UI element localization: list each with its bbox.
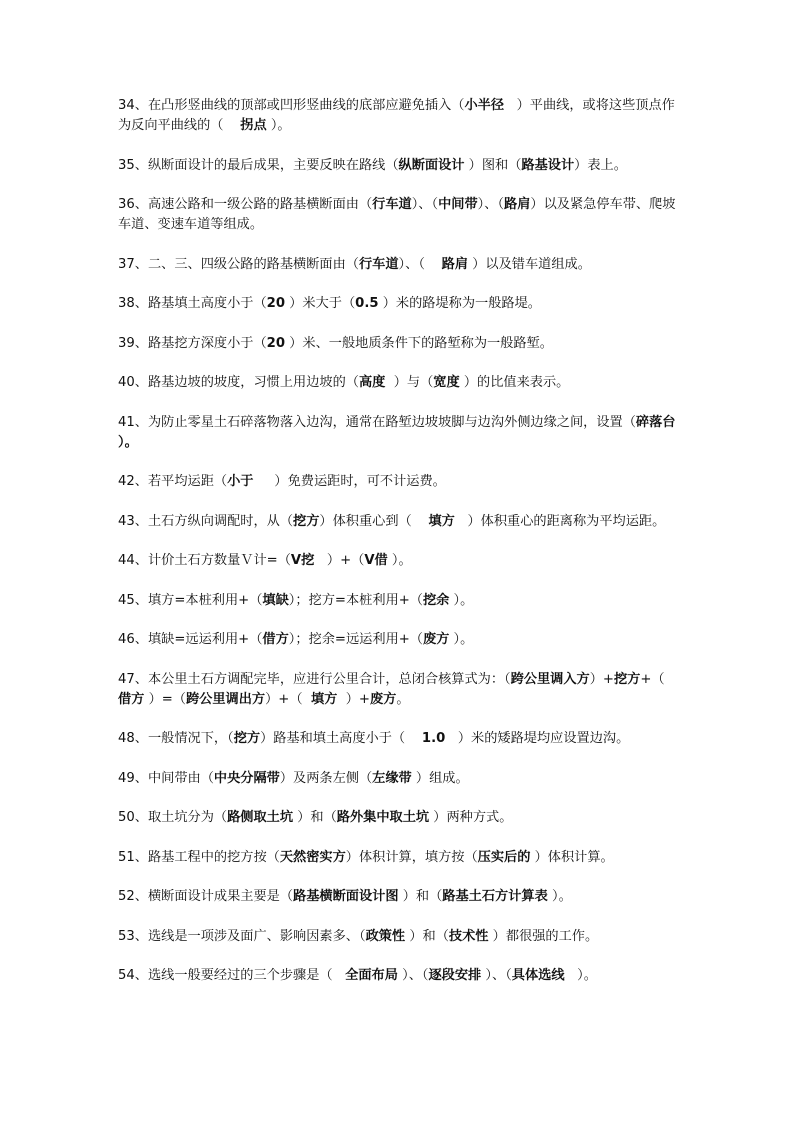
- question-item-45: [118, 591, 680, 611]
- question-number: 54: [118, 968, 135, 983]
- question-number: 47: [118, 671, 135, 687]
- answer-text: 废方: [422, 632, 450, 647]
- question-text: ）和（: [293, 810, 337, 825]
- question-number: 51: [118, 849, 135, 865]
- question-text: 、计价土石方数量Ｖ计=（: [134, 553, 291, 568]
- question-text: ）都很强的工作。: [488, 928, 599, 944]
- answer-text: 20: [266, 335, 286, 351]
- question-text: 、路基填土高度小于（: [134, 296, 267, 311]
- answer-text: 废方: [369, 691, 397, 707]
- answer-text: 小于: [227, 474, 254, 489]
- question-item-44: [118, 551, 680, 571]
- answer-text: 中间带: [438, 197, 478, 212]
- question-number: 40: [118, 375, 135, 390]
- question-number: 49: [118, 770, 135, 786]
- question-text: ）、（: [397, 968, 429, 983]
- question-text: 、纵断面设计的最后成果，主要反映在路线（: [134, 157, 399, 173]
- question-text: ）平曲线，或将这些顶点作为反向平曲线的（: [118, 98, 675, 133]
- question-text: ）体积计算。: [530, 849, 614, 865]
- question-text: ）。: [449, 592, 474, 608]
- question-text: ）体积计算，填方按（: [345, 849, 478, 865]
- answer-text: 压实后的: [477, 849, 531, 865]
- answer-text: 小半径: [464, 98, 505, 113]
- answer-text: V借: [364, 553, 388, 568]
- question-text: ）。: [449, 632, 474, 647]
- answer-text: 0.5: [355, 296, 379, 311]
- answer-text: 路基土石方计算表: [442, 889, 548, 904]
- question-text: ）体积重心到（: [319, 513, 429, 529]
- question-number: 36: [118, 197, 135, 212]
- question-number: 39: [118, 335, 135, 351]
- question-item-54: [118, 966, 680, 986]
- answer-text: 路基设计: [521, 157, 575, 173]
- question-number: 37: [118, 256, 135, 272]
- question-text: 。: [396, 691, 410, 707]
- question-item-42: [118, 472, 680, 492]
- question-text: ）；挖方=本桩利用+（: [288, 592, 423, 608]
- question-text: ）与（: [385, 375, 434, 390]
- question-text: ）。: [547, 889, 572, 904]
- answer-text: 宽度: [433, 375, 460, 390]
- question-text: 、为防止零星土石碎落物落入边沟，通常在路堑边坡坡脚与边沟外侧边缘之间，设置（: [134, 414, 636, 430]
- question-number: 43: [118, 513, 135, 529]
- answer-text: 逐段安排: [428, 968, 482, 983]
- answer-text: 左缘带: [372, 770, 412, 786]
- question-text: 、在凸形竖曲线的顶部或凹形竖曲线的底部应避免插入（: [134, 98, 465, 113]
- answer-text: 路肩: [504, 197, 531, 212]
- question-item-41: [118, 413, 680, 453]
- question-item-40: [118, 373, 680, 393]
- question-item-37: [118, 255, 680, 275]
- question-text: 、取土坑分为（: [134, 810, 228, 825]
- question-text: ）和（: [398, 889, 443, 904]
- answer-text: 中央分隔带: [213, 770, 280, 786]
- question-text: ）米大于（: [285, 296, 356, 311]
- answer-text: 挖余: [422, 592, 450, 608]
- question-text: 、土石方纵向调配时，从（: [134, 513, 294, 529]
- answer-text: 填方: [428, 513, 455, 529]
- question-text: ）、（: [477, 197, 505, 212]
- question-text: ）、（: [398, 256, 442, 272]
- answer-text: 跨公里调出方: [186, 691, 266, 707]
- question-number: 46: [118, 632, 135, 647]
- question-number: 45: [118, 592, 135, 608]
- answer-text: 拐点: [240, 118, 267, 133]
- question-number: 35: [118, 157, 135, 173]
- question-text: 、路基工程中的挖方按（: [134, 849, 280, 865]
- question-text: ）路基和填土高度小于（: [260, 731, 422, 746]
- question-number: 41: [118, 414, 135, 430]
- question-text: ）。: [266, 118, 291, 133]
- question-text: ）+（: [314, 553, 365, 568]
- question-number: 42: [118, 474, 135, 489]
- question-text: 、路基边坡的坡度，习惯上用边坡的（: [134, 375, 359, 390]
- question-text: 、本公里土石方调配完毕，应进行公里合计，总闭合核算式为：（: [134, 671, 511, 687]
- question-text: ）+（: [265, 691, 311, 707]
- question-text: 、若平均运距（: [134, 474, 228, 489]
- answer-text: 路侧取土坑: [227, 810, 294, 825]
- question-item-46: [118, 630, 680, 650]
- question-number: 52: [118, 889, 135, 904]
- answer-text: 天然密实方: [279, 849, 346, 865]
- question-text: ）；挖余=远运利用+（: [288, 632, 423, 647]
- question-text: ）+: [589, 671, 614, 687]
- question-item-47: [118, 670, 680, 710]
- answer-text: 挖方: [614, 671, 641, 687]
- question-text: 、选线是一项涉及面广、影响因素多、（: [134, 928, 366, 944]
- question-number: 34: [118, 98, 135, 113]
- answer-text: 碎落台 ）。: [118, 414, 681, 450]
- question-item-49: [118, 769, 680, 789]
- answer-text: 1.0: [421, 731, 446, 746]
- question-text: ）以及紧急停车带、爬坡车道、变速车道等组成。: [118, 197, 676, 232]
- question-text: +（: [640, 671, 682, 687]
- answer-text: 纵断面设计: [398, 157, 465, 173]
- answer-text: 具体选线: [511, 968, 565, 983]
- answer-text: 路肩: [441, 256, 469, 272]
- question-item-50: [118, 808, 680, 828]
- question-text: ）+: [337, 691, 370, 707]
- question-number: 50: [118, 810, 135, 825]
- question-text: ）以及错车道组成。: [468, 256, 591, 272]
- question-text: ）组成。: [411, 770, 469, 786]
- question-text: ）、（: [481, 968, 512, 983]
- question-item-38: [118, 294, 680, 314]
- answer-text: 20: [266, 296, 286, 311]
- question-text: ）米的路堤称为一般路堤。: [378, 296, 541, 311]
- question-item-52: [118, 887, 680, 907]
- answer-text: 路外集中取土坑: [336, 810, 430, 825]
- question-text: 、中间带由（: [134, 770, 214, 786]
- question-text: 、填方=本桩利用+（: [134, 592, 263, 608]
- question-text: 、横断面设计成果主要是（: [134, 889, 294, 904]
- question-text: ）及两条左侧（: [279, 770, 373, 786]
- question-text: ）米的矮路堤均应设置边沟。: [445, 731, 630, 746]
- question-text: ）两种方式。: [429, 810, 513, 825]
- document-page: [118, 96, 680, 1006]
- question-item-48: [118, 729, 680, 749]
- question-text: ）表上。: [574, 157, 627, 173]
- answer-text: 全面布局: [345, 968, 398, 983]
- question-number: 38: [118, 296, 135, 311]
- question-text: ）图和（: [464, 157, 522, 173]
- answer-text: 挖方: [293, 513, 320, 529]
- answer-text: V挖: [290, 553, 315, 568]
- question-text: 、一般情况下，（: [134, 731, 234, 746]
- question-text: ）体积重心的距离称为平均运距。: [454, 513, 666, 529]
- question-text: ）。: [387, 553, 412, 568]
- question-text: ）=（: [144, 691, 186, 707]
- question-text: 、选线一般要经过的三个步骤是（: [134, 968, 346, 983]
- question-item-35: [118, 156, 680, 176]
- answer-text: 挖方: [233, 731, 261, 746]
- answer-text: 填方: [310, 691, 338, 707]
- question-text: ）的比值来表示。: [459, 375, 570, 390]
- question-text: 、路基挖方深度小于（: [134, 335, 267, 351]
- question-text: 、高速公路和一级公路的路基横断面由（: [134, 197, 373, 212]
- question-item-36: [118, 195, 680, 235]
- question-text: ）、（: [411, 197, 439, 212]
- question-text: 、二、三、四级公路的路基横断面由（: [134, 256, 359, 272]
- question-text: ）免费运距时，可不计运费。: [253, 474, 446, 489]
- question-number: 53: [118, 928, 135, 944]
- answer-text: 政策性: [365, 928, 406, 944]
- answer-text: 行车道: [372, 197, 412, 212]
- question-number: 44: [118, 553, 135, 568]
- question-text: ）。: [564, 968, 597, 983]
- answer-text: 高度: [358, 375, 386, 390]
- answer-text: 借方: [118, 691, 145, 707]
- question-item-51: [118, 848, 680, 868]
- question-text: ）米、一般地质条件下的路堑称为一般路堑。: [285, 335, 553, 351]
- answer-text: 跨公里调入方: [510, 671, 590, 687]
- question-text: ）和（: [405, 928, 449, 944]
- answer-text: 借方: [262, 632, 289, 647]
- question-item-34: [118, 96, 680, 136]
- answer-text: 行车道: [358, 256, 399, 272]
- question-number: 48: [118, 731, 135, 746]
- question-item-43: [118, 512, 680, 532]
- question-item-53: [118, 927, 680, 947]
- answer-text: 技术性: [448, 928, 489, 944]
- answer-text: 填缺: [262, 592, 289, 608]
- question-item-39: [118, 334, 680, 354]
- answer-text: 路基横断面设计图: [293, 889, 399, 904]
- question-text: 、填缺=远运利用+（: [134, 632, 263, 647]
